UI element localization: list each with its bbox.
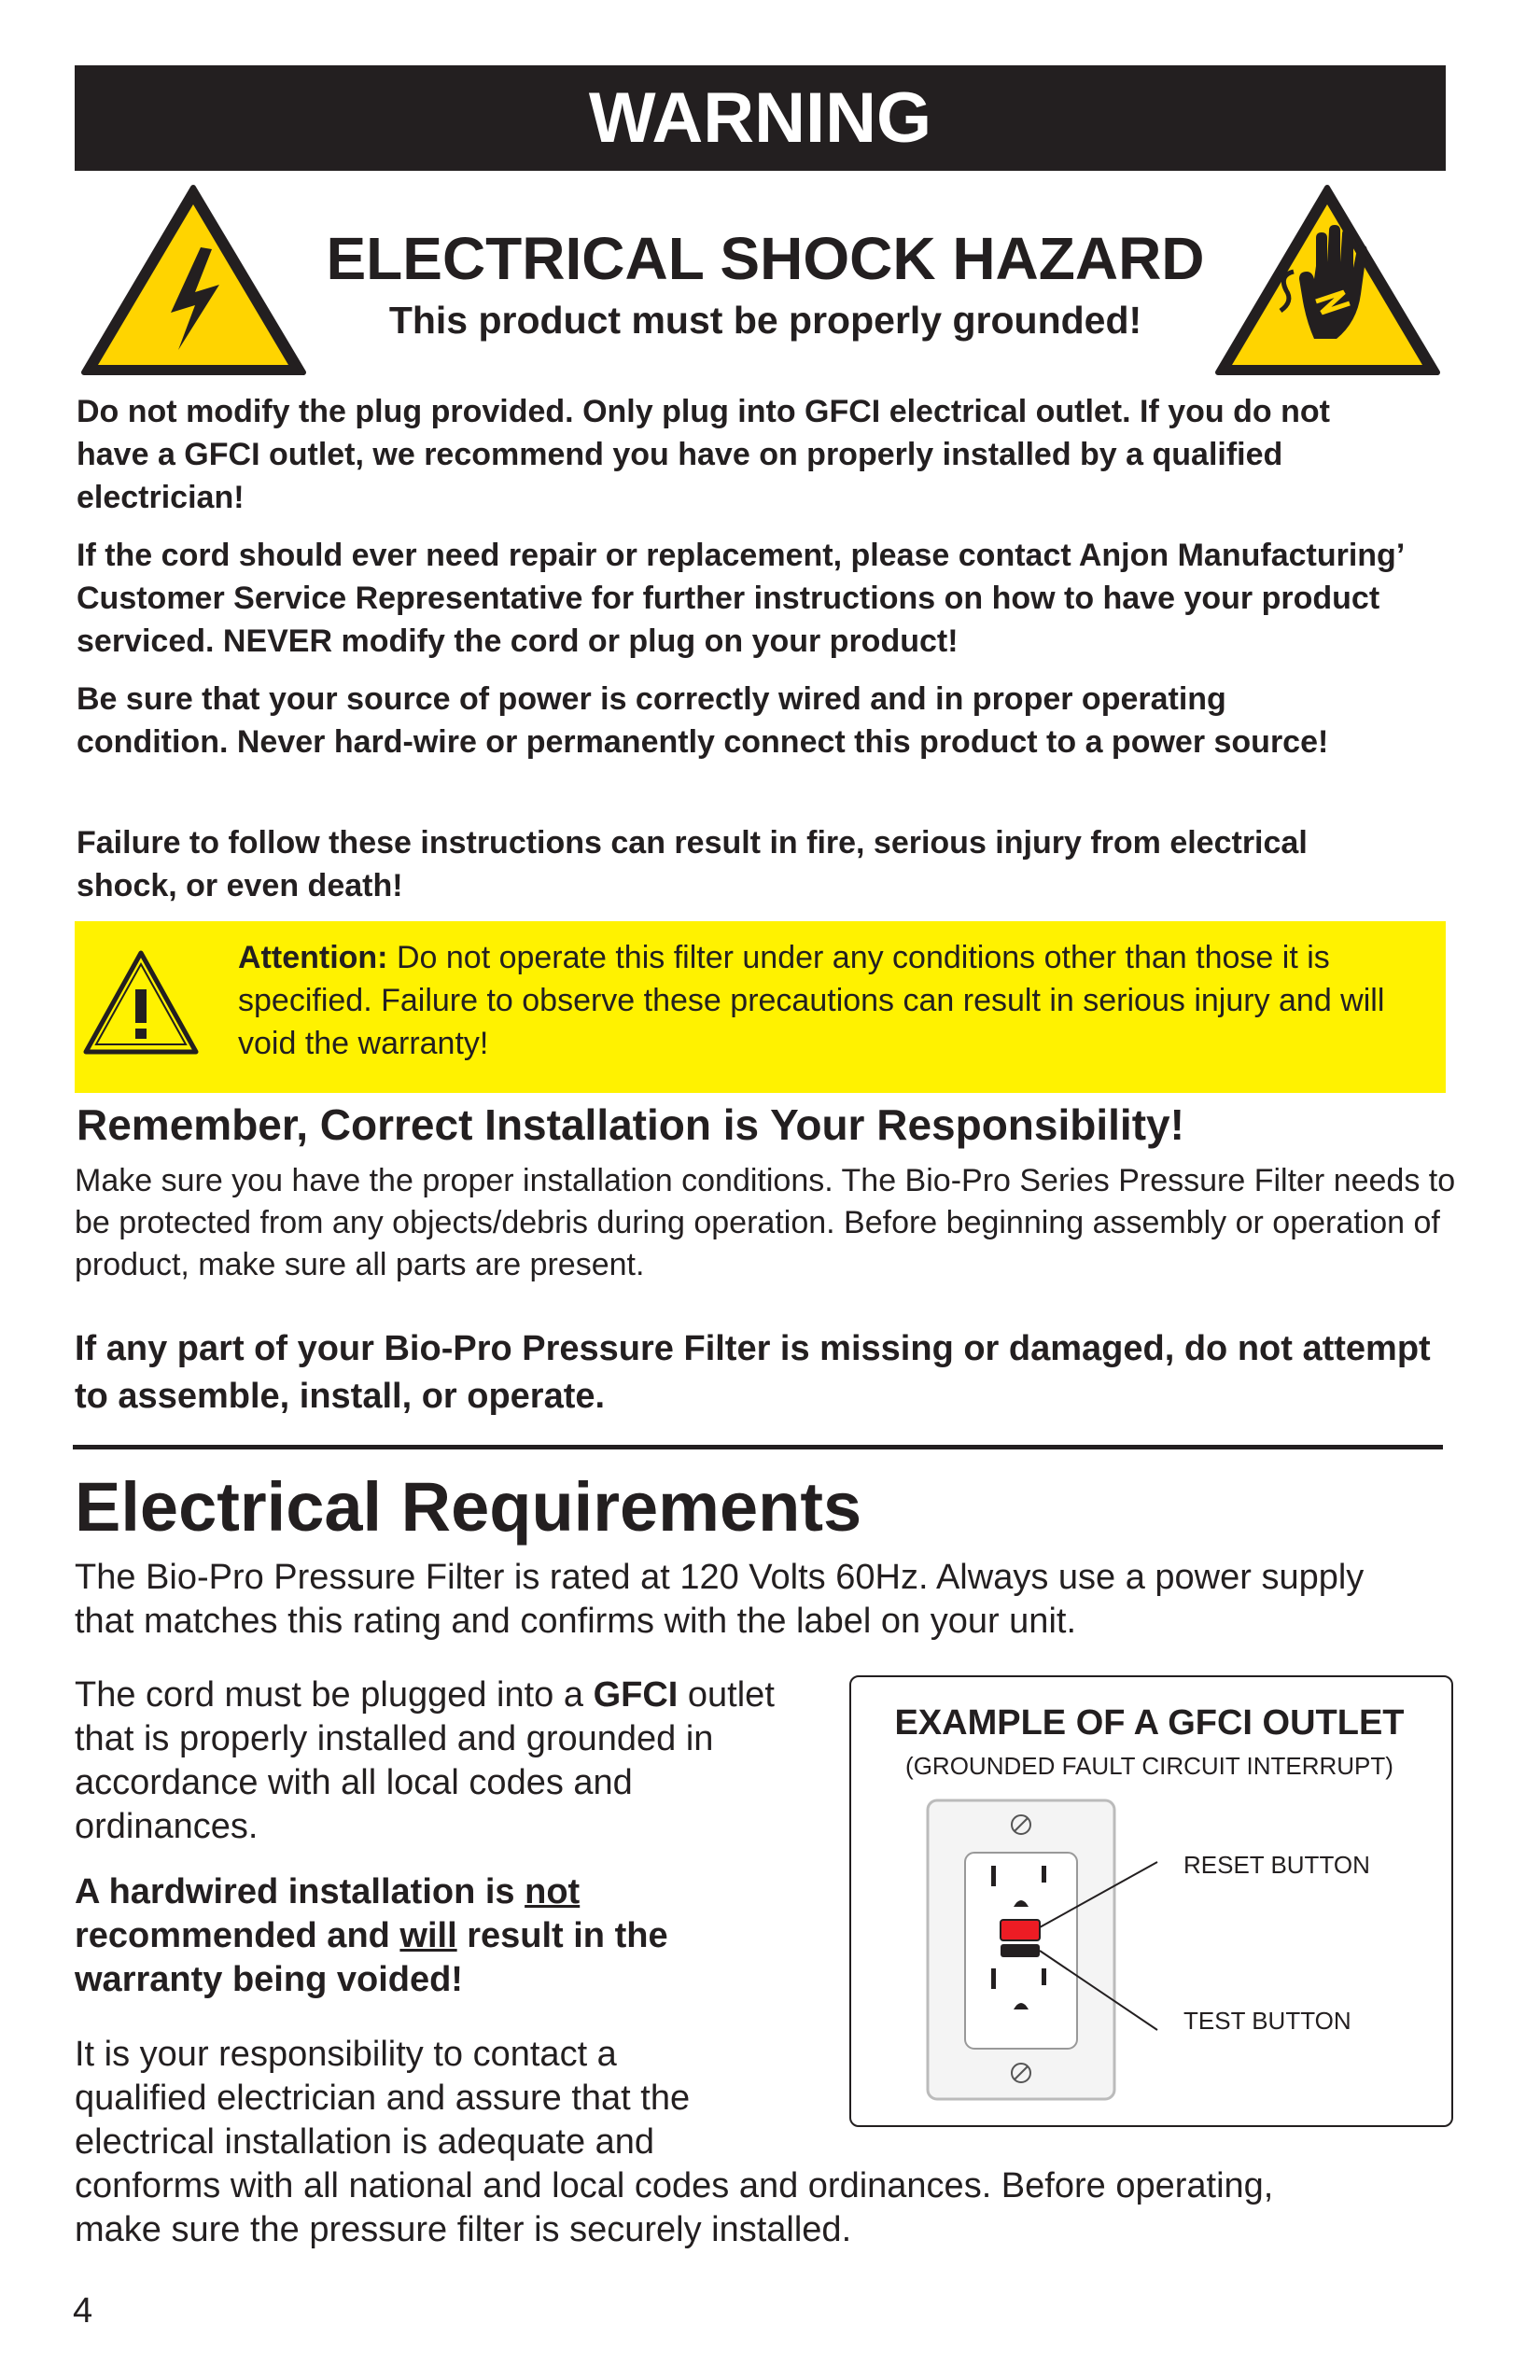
attention-text <box>238 936 1433 1065</box>
section-title: Electrical Requirements <box>75 1468 862 1546</box>
attention-body: Do not operate this filter under any conditions other than those it is specified. Failure to observe these precautions can result in serious injury and will void the warranty! <box>238 940 1385 1061</box>
hardwired-text: result in the warranty being voided! <box>75 1916 668 1999</box>
hazard-subtitle: This product must be properly grounded! <box>388 299 1142 342</box>
responsibility-line: electrical installation is adequate and <box>75 2122 655 2162</box>
remember-heading: Remember, Correct Installation is Your Responsibility! <box>77 1100 1184 1149</box>
hardwired-text: A hardwired installation is <box>75 1872 525 1911</box>
hazard-title: ELECTRICAL SHOCK HAZARD <box>326 225 1205 292</box>
gfci-outlet-illustration <box>924 1797 1167 2105</box>
warning-banner: WARNING <box>75 65 1446 171</box>
test-button <box>1001 1944 1040 1957</box>
responsibility-line: qualified electrician and assure that the <box>75 2079 691 2118</box>
gfci-example-subtitle: (GROUNDED FAULT CIRCUIT INTERRUPT) <box>905 1752 1393 1780</box>
hardwired-text: recommended and <box>75 1916 400 1955</box>
attention-label: Attention: <box>238 940 388 975</box>
gfci-example-title: EXAMPLE OF A GFCI OUTLET <box>894 1703 1405 1743</box>
cord-text: outlet that is properly installed and grounded in accordance with all local codes and ordinances. <box>75 1675 775 1846</box>
hardwired-warning <box>75 1870 784 2002</box>
section-divider <box>73 1445 1443 1449</box>
responsibility-line: conforms with all national and local codes and ordinances. Before operating, <box>75 2166 1274 2205</box>
responsibility-line: make sure the pressure filter is securely installed. <box>75 2210 852 2249</box>
reset-button <box>1001 1920 1040 1940</box>
caution-exclamation-icon <box>80 947 202 1057</box>
reset-button-label: RESET BUTTON <box>1183 1851 1370 1879</box>
warning-paragraph: Do not modify the plug provided. Only plug into GFCI electrical outlet. If you do not have a GFCI outlet, we recommend you have on properly installed by a qualified electrician! <box>77 394 1330 515</box>
missing-parts-warning: If any part of your Bio-Pro Pressure Filter is missing or damaged, do not attempt to assemble, install, or operate. <box>75 1329 1431 1416</box>
warning-paragraph: If the cord should ever need repair or replacement, please contact Anjon Manufacturing’ Customer Service Representative for further instructions on how to have your product serviced. NEVER modify the cord or plug on your product! <box>77 538 1404 659</box>
cord-paragraph <box>75 1673 784 1849</box>
gfci-term: GFCI <box>593 1675 679 1715</box>
responsibility-line: It is your responsibility to contact a <box>75 2035 617 2074</box>
page-number: 4 <box>73 2291 93 2331</box>
test-button-label: TEST BUTTON <box>1183 2007 1351 2035</box>
warning-paragraph: Be sure that your source of power is correctly wired and in proper operating condition. Never hard-wire or permanently connect this product to a power source! <box>77 681 1329 760</box>
not-emphasis: not <box>525 1872 581 1911</box>
rating-paragraph: The Bio-Pro Pressure Filter is rated at 120 Volts 60Hz. Always use a power supply that matches this rating and confirms with the label on your unit. <box>75 1558 1365 1641</box>
warning-paragraph: Failure to follow these instructions can result in fire, serious injury from electrical shock, or even death! <box>77 825 1308 903</box>
will-emphasis: will <box>399 1916 457 1955</box>
remember-body: Make sure you have the proper installation conditions. The Bio-Pro Series Pressure Filter needs to be protected from any objects/debris during operation. Before beginning assembly or operation of product, make sure all parts are present. <box>75 1163 1456 1282</box>
lightning-warning-icon <box>79 182 308 378</box>
cord-text: The cord must be plugged into a <box>75 1675 594 1715</box>
